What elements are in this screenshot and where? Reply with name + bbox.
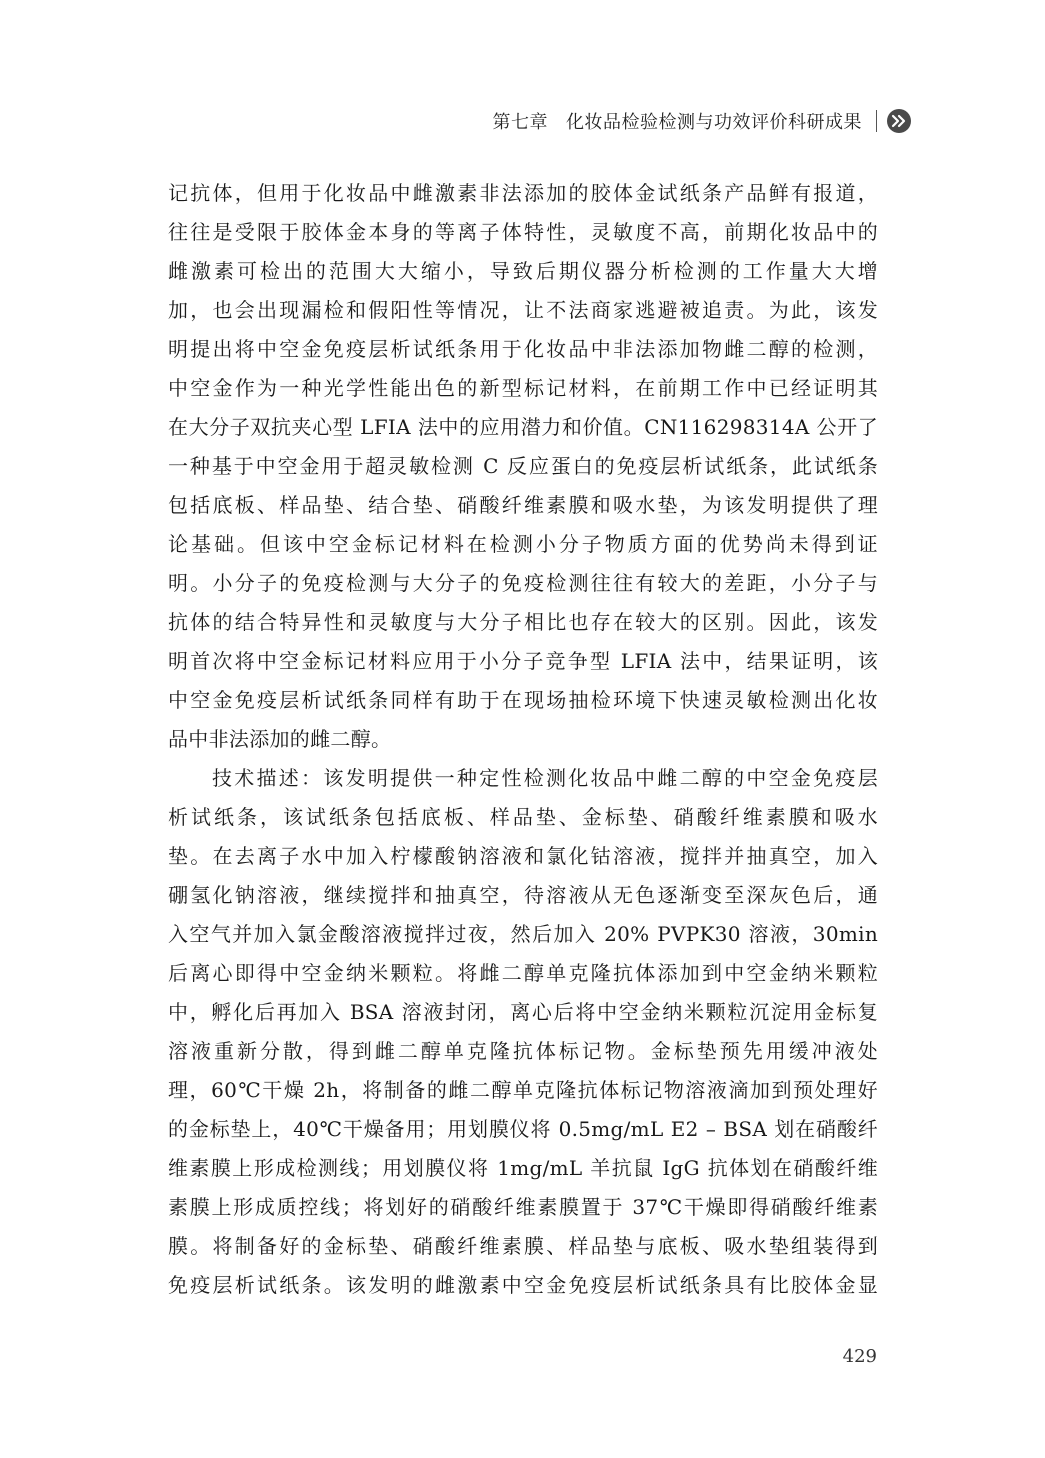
text-line: 论基础。但该中空金标记材料在检测小分子物质方面的优势尚未得到证 — [168, 532, 878, 556]
text-line: 在大分子双抗夹心型 LFIA 法中的应用潜力和价值。CN116298314A 公开了 — [168, 415, 878, 439]
text-line: 明提出将中空金免疫层析试纸条用于化妆品中非法添加物雌二醇的检测， — [168, 337, 878, 361]
text-line: 素膜上形成质控线；将划好的硝酸纤维素膜置于 37℃干燥即得硝酸纤维素 — [168, 1195, 878, 1219]
text-line: 入空气并加入氯金酸溶液搅拌过夜，然后加入 20% PVPK30 溶液，30min — [168, 922, 878, 946]
text-line: 抗体的结合特异性和灵敏度与大分子相比也存在较大的区别。因此，该发 — [168, 610, 878, 634]
text-line: 维素膜上形成检测线；用划膜仪将 1mg/mL 羊抗鼠 IgG 抗体划在硝酸纤维 — [168, 1156, 878, 1180]
text-line: 膜。将制备好的金标垫、硝酸纤维素膜、样品垫与底板、吸水垫组装得到 — [168, 1234, 878, 1258]
text-line: 记抗体，但用于化妆品中雌激素非法添加的胶体金试纸条产品鲜有报道， — [168, 181, 878, 205]
text-line: 中空金免疫层析试纸条同样有助于在现场抽检环境下快速灵敏检测出化妆 — [168, 688, 878, 712]
paragraph-continuation — [168, 174, 878, 759]
text-line: 往往是受限于胶体金本身的等离子体特性，灵敏度不高，前期化妆品中的 — [168, 220, 878, 244]
text-line: 硼氢化钠溶液，继续搅拌和抽真空，待溶液从无色逐渐变至深灰色后，通 — [168, 883, 878, 907]
text-line: 的金标垫上，40℃干燥备用；用划膜仪将 0.5mg/mL E2 – BSA 划在硝酸纤 — [168, 1117, 878, 1141]
text-line: 加，也会出现漏检和假阳性等情况，让不法商家逃避被追责。为此，该发 — [168, 298, 878, 322]
text-line: 品中非法添加的雌二醇。 — [168, 727, 392, 751]
text-line: 包括底板、样品垫、结合垫、硝酸纤维素膜和吸水垫，为该发明提供了理 — [168, 493, 878, 517]
text-line: 溶液重新分散，得到雌二醇单克隆抗体标记物。金标垫预先用缓冲液处 — [168, 1039, 878, 1063]
chapter-title: 化妆品检验检测与功效评价科研成果 — [566, 112, 862, 133]
text-line: 垫。在去离子水中加入柠檬酸钠溶液和氯化钴溶液，搅拌并抽真空，加入 — [168, 844, 878, 868]
text-line: 技术描述：该发明提供一种定性检测化妆品中雌二醇的中空金免疫层 — [212, 766, 878, 790]
text-line: 免疫层析试纸条。该发明的雌激素中空金免疫层析试纸条具有比胶体金显 — [168, 1273, 878, 1297]
double-chevron-right-icon — [887, 109, 911, 133]
text-line: 明首次将中空金标记材料应用于小分子竞争型 LFIA 法中，结果证明，该 — [168, 649, 878, 673]
running-header — [493, 108, 912, 134]
header-divider — [876, 110, 877, 132]
text-line: 中，孵化后再加入 BSA 溶液封闭，离心后将中空金纳米颗粒沉淀用金标复 — [168, 1000, 878, 1024]
text-line: 后离心即得中空金纳米颗粒。将雌二醇单克隆抗体添加到中空金纳米颗粒 — [168, 961, 878, 985]
paragraph-technical-description — [168, 759, 878, 1305]
text-line: 析试纸条，该试纸条包括底板、样品垫、金标垫、硝酸纤维素膜和吸水 — [168, 805, 878, 829]
page-number: 429 — [842, 1346, 877, 1367]
text-line: 一种基于中空金用于超灵敏检测 C 反应蛋白的免疫层析试纸条，此试纸条 — [168, 454, 878, 478]
text-line: 中空金作为一种光学性能出色的新型标记材料，在前期工作中已经证明其 — [168, 376, 878, 400]
text-line: 明。小分子的免疫检测与大分子的免疫检测往往有较大的差距，小分子与 — [168, 571, 878, 595]
body-text — [168, 174, 878, 1305]
text-line: 理，60℃干燥 2h，将制备的雌二醇单克隆抗体标记物溶液滴加到预处理好 — [168, 1078, 878, 1102]
text-line: 雌激素可检出的范围大大缩小，导致后期仪器分析检测的工作量大大增 — [168, 259, 878, 283]
chapter-number: 第七章 — [492, 112, 548, 133]
